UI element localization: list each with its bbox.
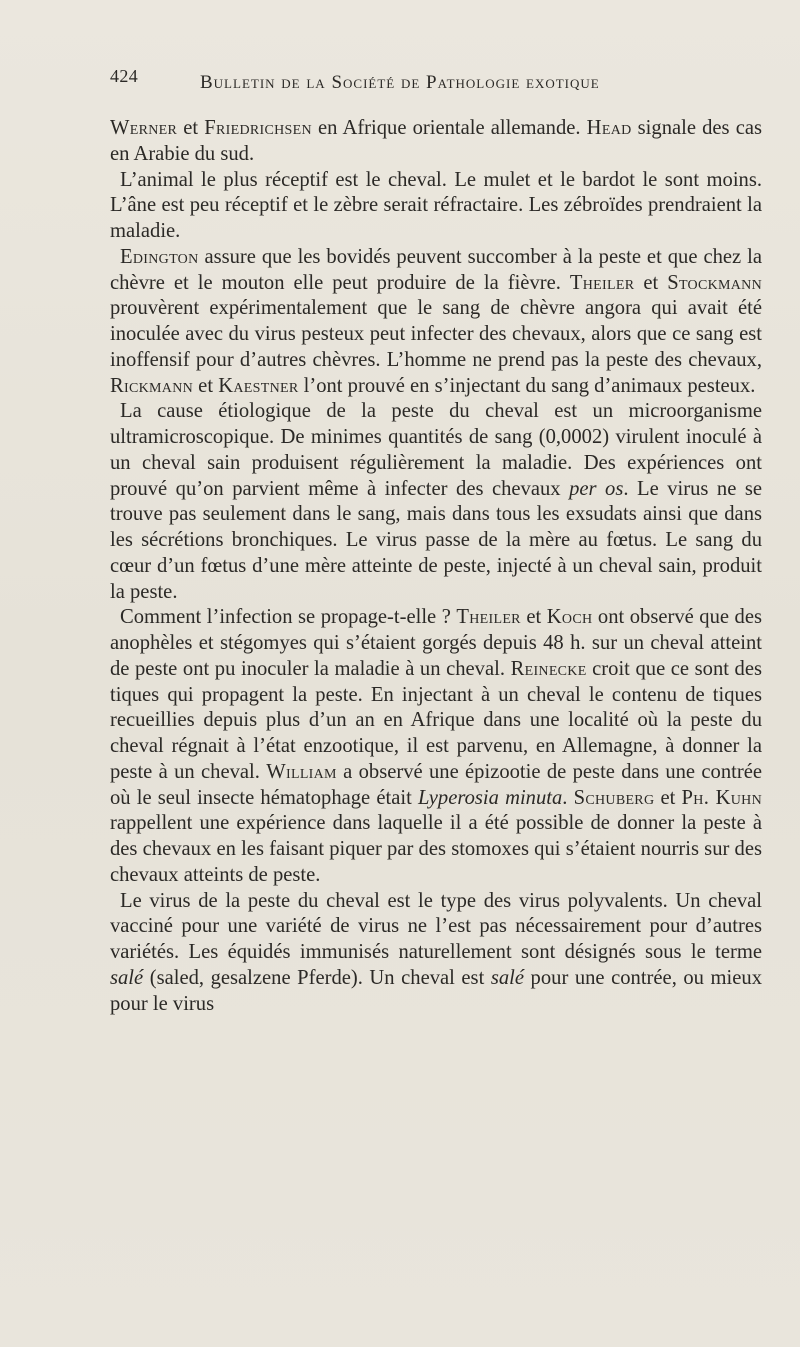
italic-text: salé [110,966,144,989]
author-name: Edington [120,245,199,268]
text-run: a observé une épizootie de peste dans une contrée où le seul insecte hématophage était [110,760,763,809]
text-run: rappellent une expérience dans laquelle il a été possible de donner la peste à des chevaux en les faisant piquer par des stomoxes qui s’étaient nourris sur des chevaux atteints de peste. [110,812,762,886]
text-run: ont observé que des anophèles et stégomyes qui s’étaient gorgés depuis 48 h. sur un cheval atteint de peste ont pu inoculer la maladie à un cheval. [110,606,762,680]
text-run: La cause étiologique de la peste du cheval est un microorganisme ultramicroscopique. De minimes quantités de sang (0,0002) virulent inoculé à un cheval sain produisent régulièrement la maladie. Des expériences ont prouvé qu’on parvient même à infecter des chevaux [110,400,762,500]
author-name: Werner [110,117,178,139]
text-run: Le virus de la peste du cheval est le type des virus polyvalents. Un cheval vacciné pour une variété de virus ne l’est pas nécessairement pour d’autres variétés. Les équidés immunisés naturellement sont désignés sous le terme [110,889,762,963]
paragraph [110,399,762,605]
text-run: et [177,117,205,139]
text-run: . [562,786,574,809]
text-run: L’animal le plus réceptif est le cheval. Le mulet et le bardot le sont moins. L’âne est peu réceptif et le zèbre serait réfractaire. Les zébroïdes prendraient la maladie. [110,168,762,242]
page-number: 424 [110,66,139,86]
paragraph [110,605,762,888]
author-name: Theiler [569,271,635,294]
italic-text: per os [569,477,624,500]
text-run: assure que les bovidés peuvent succomber à la peste et que chez la chèvre et le mouton elle peut produire de la fièvre. [110,245,762,294]
text-run: prouvèrent expérimentalement que le sang de chèvre angora qui avait été inoculée avec du virus pesteux peut infecter des chevaux, alors que ce sang est inoffensif pour d’autres chèvres. L’homme ne prend pas la peste des chevaux, [110,297,762,371]
text-run: Comment l’infection se propage-t-elle ? [120,606,457,629]
text-run: . Le virus ne se trouve pas seulement dans le sang, mais dans tous les exsudats ainsi que dans les sécrétions bronchiques. Le virus passe de la mère au fœtus. Le sang du cœur d’un fœtus d’une mère atteinte de peste, injecté à un cheval sain, produit la peste. [110,477,762,603]
body-text [110,116,762,1017]
paragraph [110,116,762,168]
author-name: William [266,760,337,783]
text-run: croit que ce sont des tiques qui propagent la peste. En injectant à un cheval le contenu de tiques recueillies depuis plus d’un an en Afrique dans une localité où la peste du cheval régnait à l’état enzootique, il est parvenu, en Allemagne, à donner la peste à un cheval. [110,657,762,783]
text-run: et [654,786,682,809]
author-name: Theiler [456,606,521,629]
author-name: Kaestner [218,374,299,397]
text-run: en Afrique orientale allemande. [311,117,587,139]
text-run: et [520,606,547,629]
text-run: et [634,271,668,294]
author-name: Ph. Kuhn [681,786,762,809]
author-name: Schuberg [573,786,655,809]
author-name: Friedrichsen [204,117,312,139]
italic-text: Lyperosia minuta [417,786,563,809]
text-run: l’ont prouvé en s’injectant du sang d’animaux pesteux. [298,374,756,397]
italic-text: salé [490,966,525,989]
paragraph [110,889,762,1018]
author-name: Stockmann [667,271,762,294]
running-title: Bulletin de la Société de Pathologie exotique [200,72,600,93]
paragraph [110,245,762,400]
author-name: Rickmann [110,374,194,397]
paragraph [110,168,762,245]
author-name: Head [586,117,632,139]
author-name: Koch [546,606,593,629]
text-run: (saled, gesalzene Pferde). Un cheval est [143,966,491,989]
text-run: signale des cas en Arabie du sud. [110,117,762,165]
author-name: Reinecke [510,657,587,680]
text-run: pour une contrée, ou mieux pour le virus [110,966,762,1015]
text-run: et [193,374,219,397]
